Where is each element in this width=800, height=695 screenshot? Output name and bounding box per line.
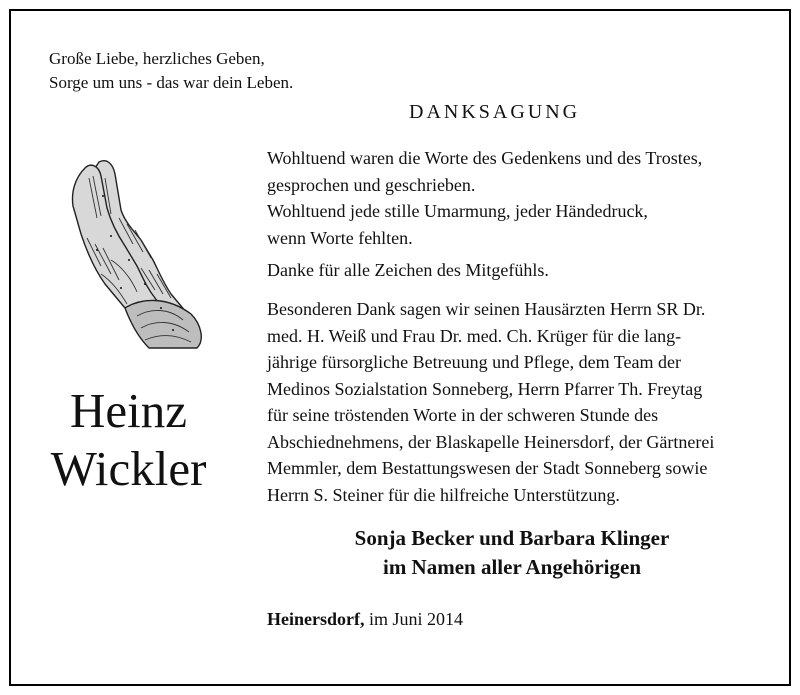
signature-line-1: Sonja Becker und Barbara Klinger [354, 526, 670, 550]
special-thanks-line: für seine tröstenden Worte in der schweren Stunde des [267, 405, 659, 425]
signature-line-2: im Namen aller Angehörigen [382, 555, 641, 579]
obituary-card [9, 9, 791, 686]
thanks-intro-line: Wohltuend jede stille Umarmung, jeder Händedruck, [267, 201, 648, 221]
special-thanks [267, 296, 757, 508]
thanks-intro-line: gesprochen und geschrieben. [267, 174, 476, 195]
special-thanks-line: Memmler, dem Bestattungswesen der Stadt Sonneberg sowie [267, 458, 708, 478]
thanks-intro [267, 145, 757, 251]
place: Heinersdorf, [267, 609, 365, 629]
motto-line-2: Sorge um uns - das war dein Leben. [49, 73, 294, 92]
special-thanks-line: Besonderen Dank sagen wir seinen Hausärzten Herrn SR Dr. [267, 299, 706, 319]
thanks-all: Danke für alle Zeichen des Mitgefühls. [267, 260, 549, 280]
place-date [267, 609, 463, 630]
special-thanks-line: jährige fürsorgliche Betreuung und Pflege, dem Team der [267, 352, 681, 372]
special-thanks-line: Abschiednehmens, der Blaskapelle Heinersdorf, der Gärtnerei [267, 431, 715, 452]
special-thanks-line: Medinos Sozialstation Sonneberg, Herrn Pfarrer Th. Freytag [267, 378, 703, 399]
date: im Juni 2014 [364, 609, 463, 629]
thanks-intro-line: Wohltuend waren die Worte des Gedenkens und des Trostes, [267, 148, 703, 168]
special-thanks-line: Herrn S. Steiner für die hilfreiche Unterstützung. [267, 484, 620, 505]
motto [49, 47, 293, 95]
special-thanks-line: med. H. Weiß und Frau Dr. med. Ch. Krüger für die lang- [267, 325, 682, 346]
deceased-last-name: Wickler [50, 441, 207, 496]
thanks-intro-line: wenn Worte fehlten. [267, 227, 413, 248]
praying-hands-icon [41, 148, 216, 353]
motto-line-1: Große Liebe, herzliches Geben, [49, 49, 265, 68]
deceased-first-name: Heinz [70, 383, 187, 438]
page-title: DANKSAGUNG [409, 101, 581, 123]
